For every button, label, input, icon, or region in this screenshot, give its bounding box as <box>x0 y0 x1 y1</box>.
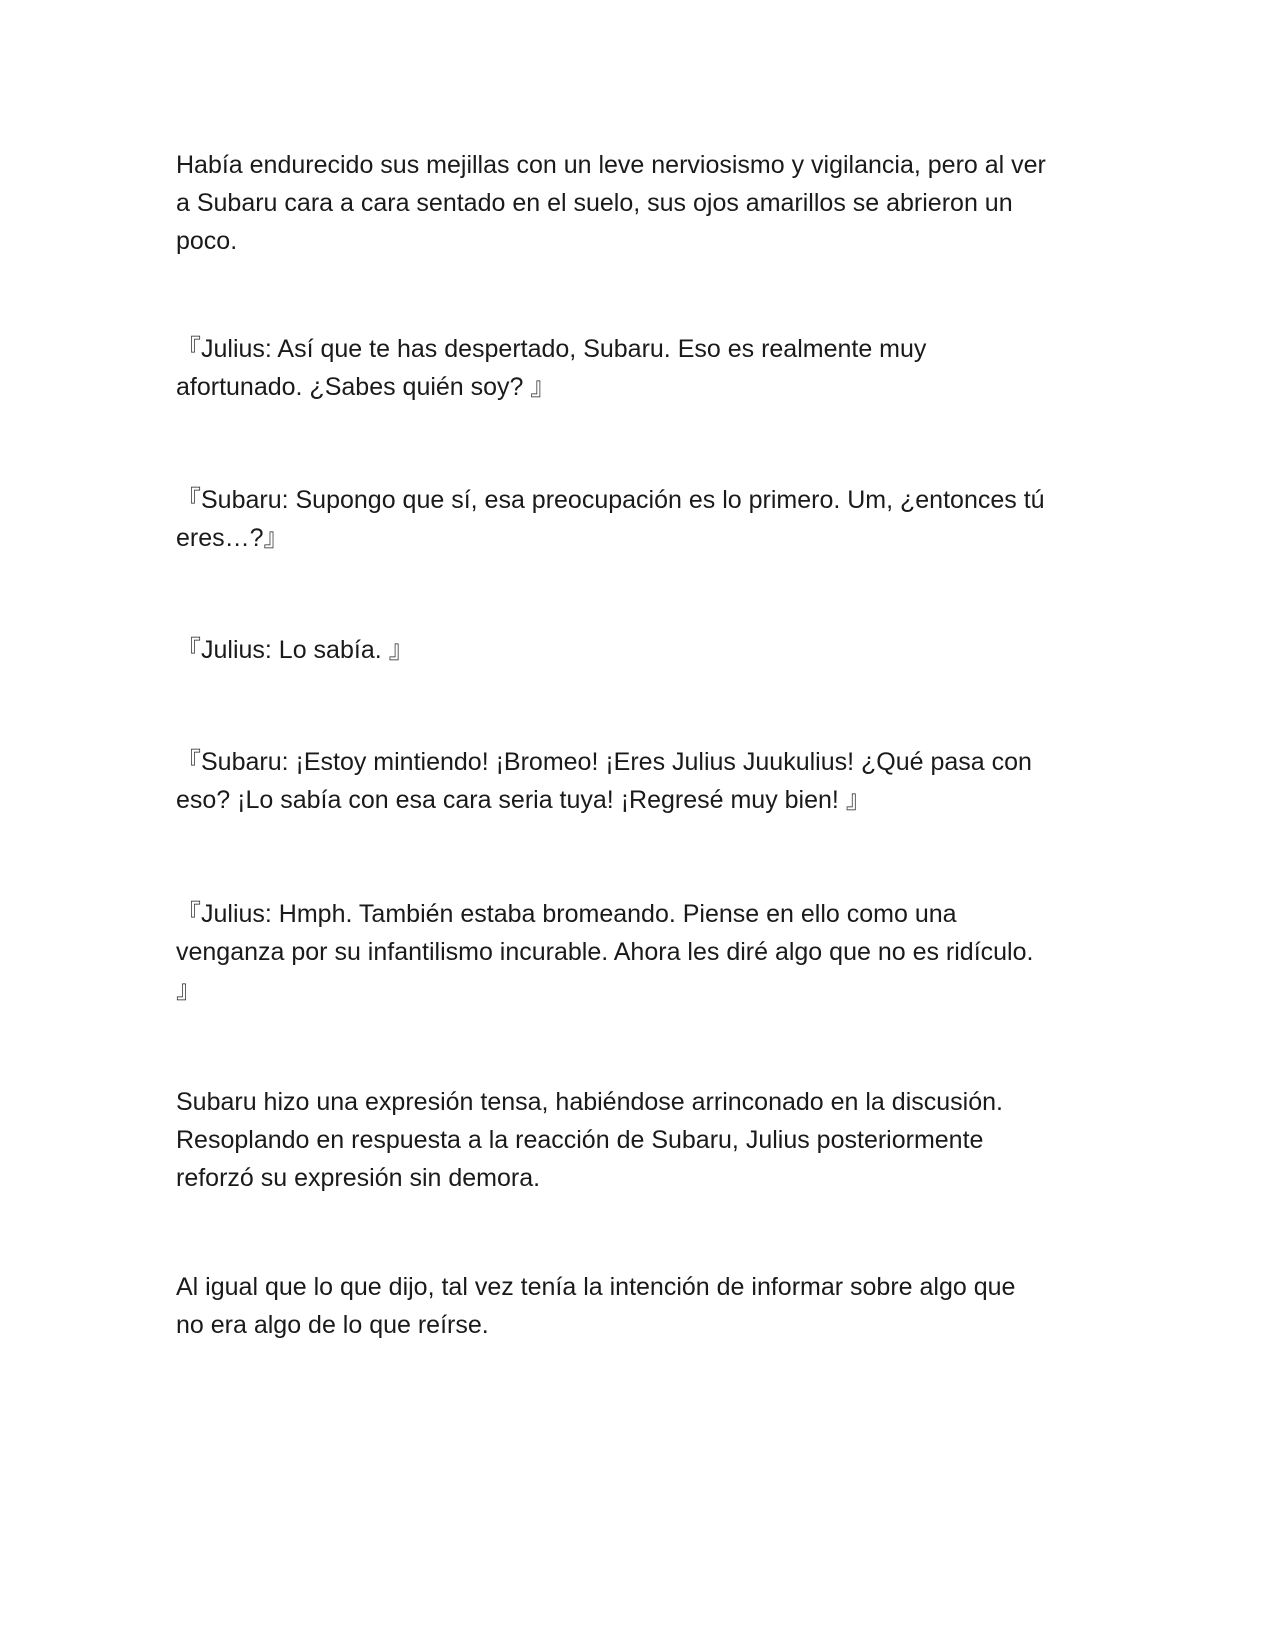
text-line: a Subaru cara a cara sentado en el suelo, sus ojos amarillos se abrieron un <box>176 189 1013 217</box>
dialogue-paragraph <box>176 481 1096 557</box>
text-line: Al igual que lo que dijo, tal vez tenía la intención de informar sobre algo que <box>176 1273 1016 1301</box>
narration-paragraph <box>176 1083 1096 1197</box>
text-line: Había endurecido sus mejillas con un leve nerviosismo y vigilancia, pero al ver <box>176 151 1046 179</box>
narration-paragraph <box>176 146 1096 260</box>
dialogue-paragraph <box>176 330 1096 406</box>
text-line: 『Julius: Hmph. También estaba bromeando. Piense en ello como una <box>176 900 957 928</box>
text-line: reforzó su expresión sin demora. <box>176 1164 541 1192</box>
dialogue-paragraph <box>176 743 1096 819</box>
text-line: 『Subaru: ¡Estoy mintiendo! ¡Bromeo! ¡Eres Julius Juukulius! ¿Qué pasa con <box>176 748 1032 776</box>
text-line: eso? ¡Lo sabía con esa cara seria tuya! ¡Regresé muy bien! 』 <box>176 786 871 814</box>
text-line: 『Julius: Lo sabía. 』 <box>176 636 414 664</box>
text-line: no era algo de lo que reírse. <box>176 1311 489 1339</box>
narration-paragraph <box>176 1268 1096 1344</box>
text-line: Subaru hizo una expresión tensa, habiéndose arrinconado en la discusión. <box>176 1088 1003 1116</box>
text-line: 『Subaru: Supongo que sí, esa preocupación es lo primero. Um, ¿entonces tú <box>176 486 1045 514</box>
text-line: 』 <box>176 976 202 1004</box>
text-line: poco. <box>176 227 238 255</box>
text-line: eres…?』 <box>176 524 289 552</box>
dialogue-paragraph <box>176 895 1096 1009</box>
text-line: venganza por su infantilismo incurable. Ahora les diré algo que no es ridículo. <box>176 938 1034 966</box>
dialogue-paragraph <box>176 631 1096 669</box>
text-line: afortunado. ¿Sabes quién soy? 』 <box>176 373 556 401</box>
text-line: Resoplando en respuesta a la reacción de Subaru, Julius posteriormente <box>176 1126 984 1154</box>
text-line: 『Julius: Así que te has despertado, Subaru. Eso es realmente muy <box>176 335 927 363</box>
